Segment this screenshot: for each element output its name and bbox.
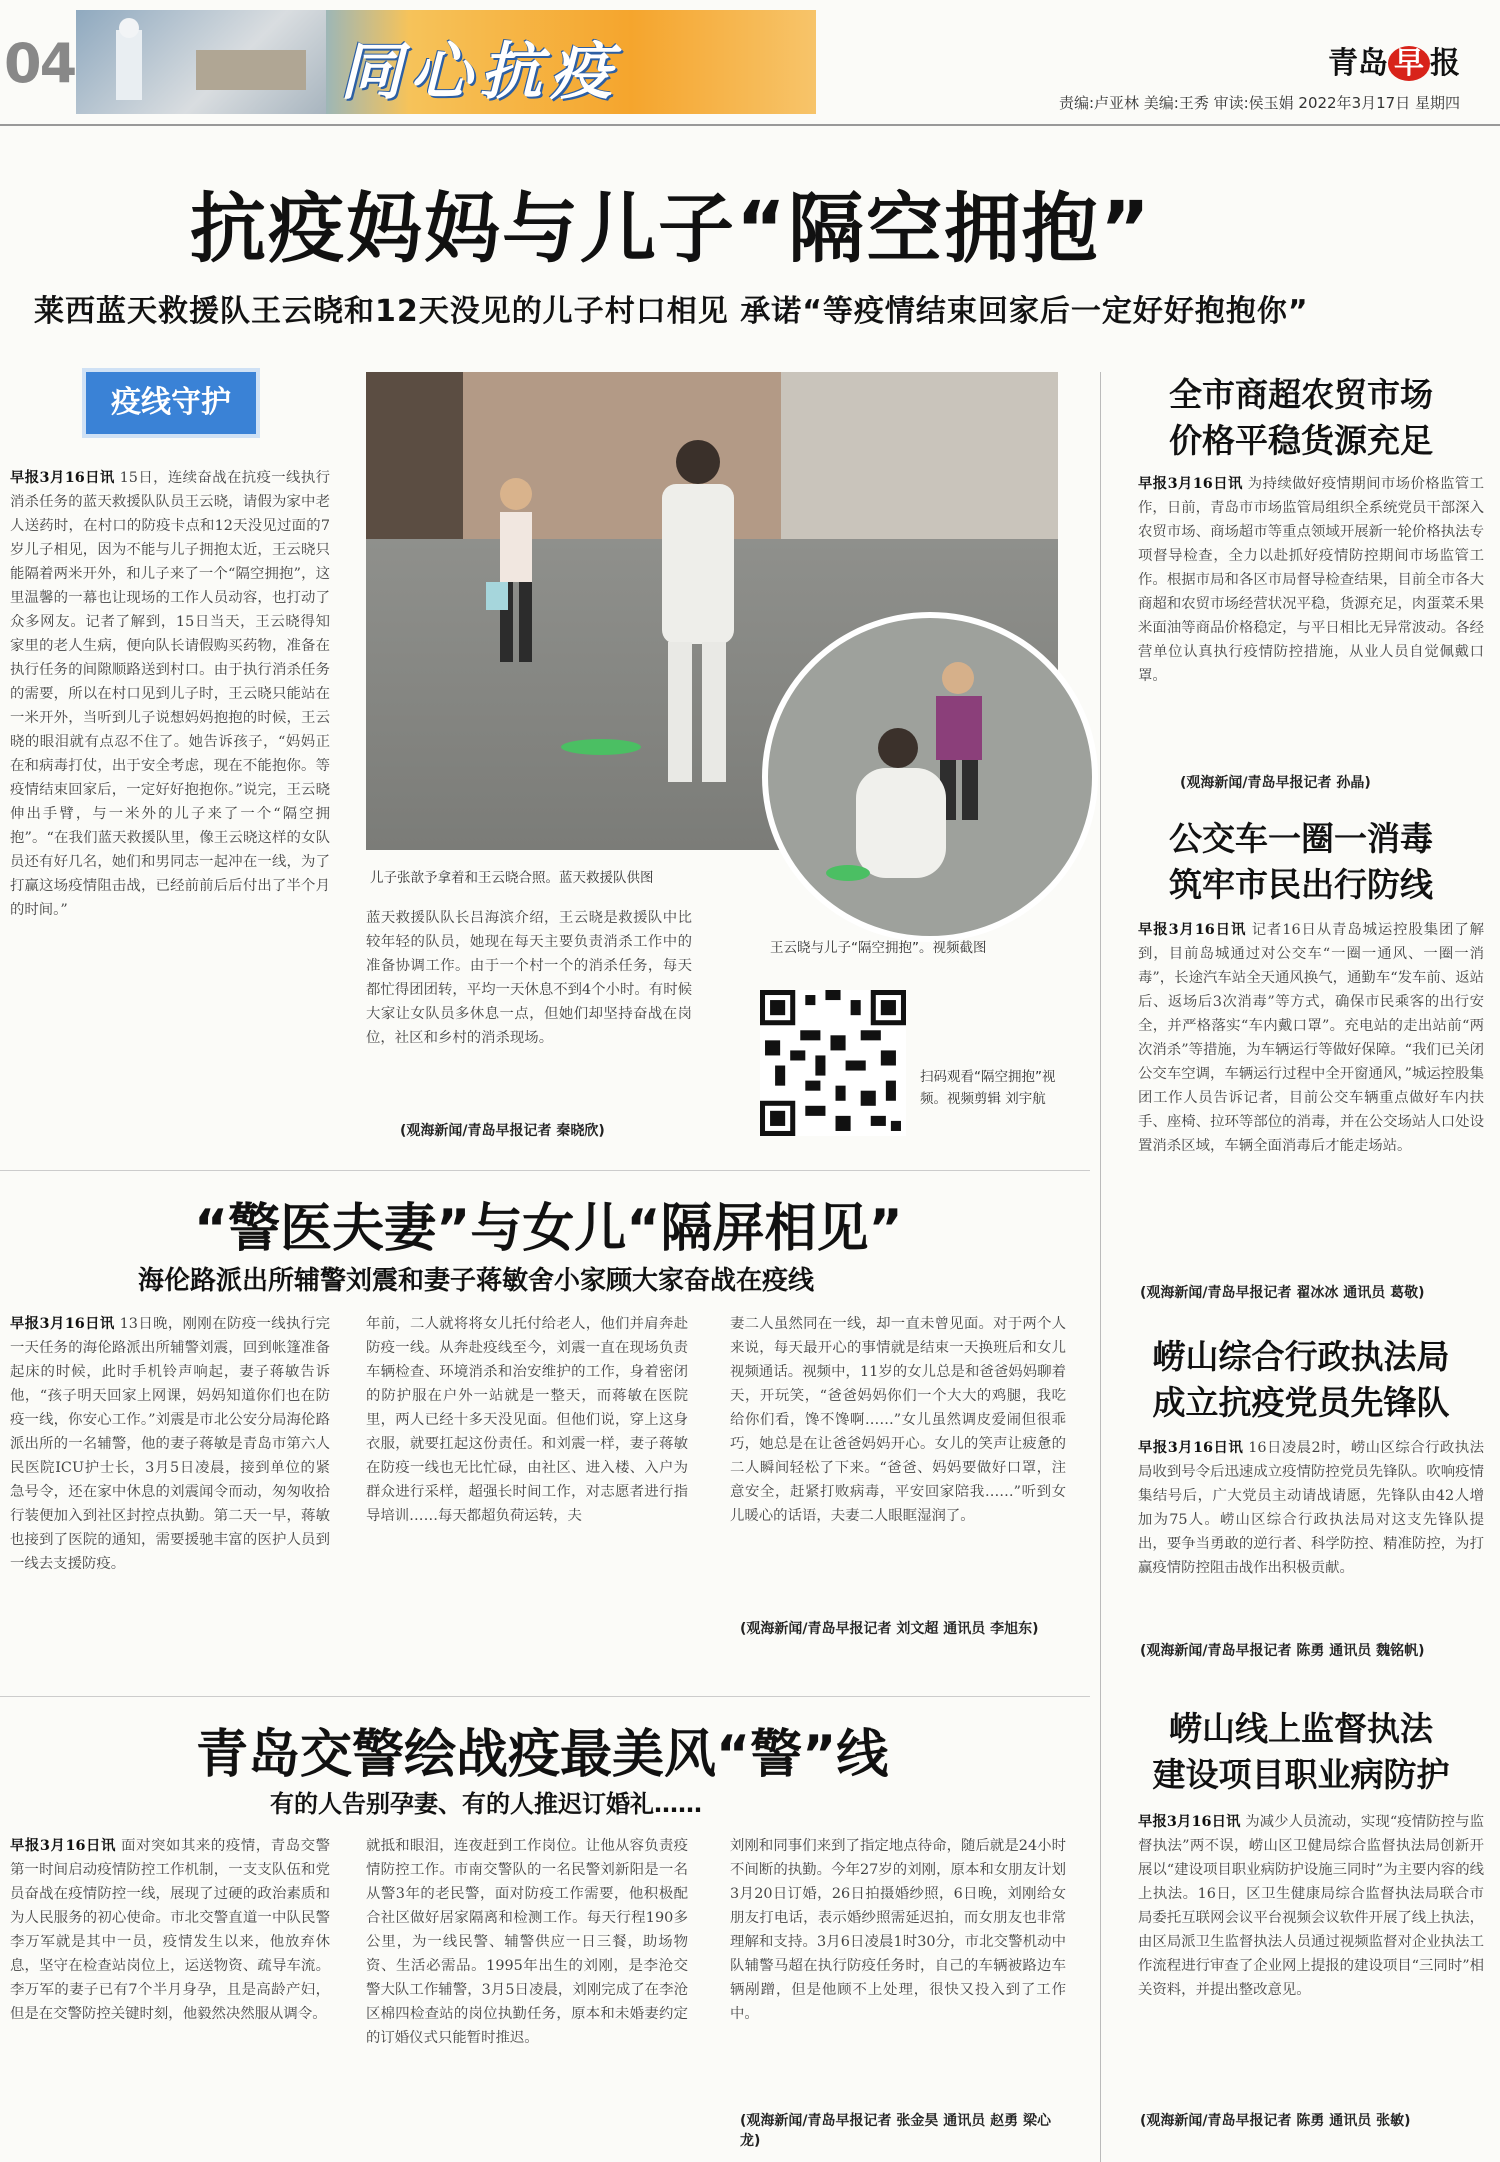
story3-subheadline: 有的人告别孕妻、有的人推迟订婚礼…… (270, 1790, 702, 1818)
issue-meta: 责编:卢亚林 美编:王秀 审读:侯玉娟 2022年3月17日 星期四 (1058, 94, 1460, 112)
story3-col2-text: 就抵和眼泪，连夜赶到工作岗位。让他从容负责疫情防控工作。市南交警队的一名民警刘新阳是一名从警3年的老民警，面对防疫工作需要，他积极配合社区做好居家隔离和检测工作。每天行程190多公里，为一线民警、辅警供应一日三餐，助场物资、生活必需品。1995年出生的刘刚，是李沧交警大队工作辅警，3月5日凌晨，刘刚完成了在李沧区棉四检查站的岗位执勤任务，原本和未婚妻约定的订婚仪式只能暂时推迟。 (366, 1838, 688, 2046)
story3-col2 (366, 1834, 688, 2156)
newspaper-logo (1328, 38, 1460, 82)
story3-headline: 青岛交警绘战疫最美风“警”线 (196, 1725, 889, 1785)
sidebar-3-title-line2: 成立抗疫党员先锋队 (1152, 1383, 1450, 1422)
story2-dateline: 早报3月16日讯 (10, 1315, 115, 1332)
sidebar-2-title-line2: 筑牢市民出行防线 (1169, 865, 1433, 904)
story2-col3 (730, 1312, 1066, 1612)
sidebar-4-title (1118, 1706, 1484, 1798)
lead-subheadline: 莱西蓝天救援队王云晓和12天没见的儿子村口相见 承诺“等疫情结束回家后一定好好抱抱你” (34, 294, 1309, 329)
story3-col1-text: 面对突如其来的疫情，青岛交警第一时间启动疫情防控工作机制，一支支队伍和党员奋战在疫情防控一线，展现了过硬的政治素质和为人民服务的初心使命。市北交警直道一中队民警李万军就是其中一员，疫情发生以来，他放弃休息，坚守在检查站岗位上，运送物资、疏导车流。李万军的妻子已有7个半月身孕，且是高龄产妇，但是在交警防控关键时刻，他毅然决然服从调令。 (10, 1838, 330, 2022)
photo-child-figure (486, 472, 546, 672)
sidebar-1-title-line2: 价格平稳货源充足 (1169, 421, 1433, 460)
sidebar-2-text: 记者16日从青岛城运控股集团了解到，目前岛城通过对公交车“一圈一通风、一圈一消毒”，长途汽车站全天通风换气，通勤车“发车前、返站后、返场后3次消毒”等方式，确保市民乘客的出行安全，并严格落实“车内戴口罩”。充电站的走出站前“两次消杀”等措施，为车辆运行等做好保障。“我们已关闭公交车空调，车辆运行过程中全开窗通风，”城运控股集团工作人员告诉记者，目前公交车辆重点做好车内扶手、座椅、拉环等部位的消毒，并在公交场站人口处设置消杀区域，车辆全面消毒后才能走场站。 (1138, 922, 1484, 1154)
photo-debris (556, 732, 646, 762)
inset-photo-circle (762, 612, 1098, 942)
story2-col1 (10, 1312, 330, 1664)
lead-col1-text: 15日，连续奋战在抗疫一线执行消杀任务的蓝天救援队队员王云晓，请假为家中老人送药时，在村口的防疫卡点和12天没见过面的7岁儿子相见，因为不能与儿子拥抱太近，王云晓只能隔着两米开外，和儿子来了一个“隔空拥抱”，这里温馨的一幕也让现场的工作人员动容，也打动了众多网友。记者了解到，15日当天，王云晓得知家里的老人生病，便向队长请假购买药物，准备在执行任务的间隙顺路送到村口。由于执行消杀任务的需要，所以在村口见到儿子时，王云晓只能站在一米开外，当听到儿子说想妈妈抱抱的时候，王云晓的眼泪就有点忍不住了。她告诉孩子，“妈妈正在和病毒打仗，出于安全考虑，现在不能抱你。等疫情结束回家后，一定好好抱抱你。”说完，王云晓伸出手臂，与一米外的儿子来了一个“隔空拥抱”。“在我们蓝天救援队里，像王云晓这样的女队员还有好几名，她们和男同志一起冲在一线，为了打赢这场疫情阻击战，已经前前后后付出了半个月的时间。” (10, 470, 330, 918)
photo-mother-figure (636, 432, 756, 792)
lead-headline: 抗疫妈妈与儿子“隔空拥抱” (190, 184, 1152, 273)
story2-col2 (366, 1312, 688, 1664)
inset-photo-figures (768, 618, 1092, 936)
story2-col1-text: 13日晚，刚刚在防疫一线执行完一天任务的海伦路派出所辅警刘震，回到帐篷准备起床的时候，此时手机铃声响起，妻子蒋敏告诉他，“孩子明天回家上网课，妈妈知道你们也在防疫一线，你安心工作。”刘震是市北公安分局海伦路派出所的一名辅警，他的妻子蒋敏是青岛市第六人民医院ICU护士长，3月5日凌晨，接到单位的紧急号令，还在家中休息的刘震闻令而动，匆匆收拾行装便加入到社区封控点执勤。第二天一早，蒋敏也接到了医院的通知，需要援驰丰富的医护人员到一线去支援防疫。 (10, 1316, 330, 1572)
story3-col3 (730, 1834, 1066, 2094)
lead-col2 (366, 906, 692, 1156)
story3-col1 (10, 1834, 330, 2156)
page-number: 04 (4, 32, 76, 95)
sidebar-4-dateline: 早报3月16日讯 (1138, 1813, 1241, 1830)
banner-photo-figure (76, 10, 326, 114)
lead-col1 (10, 466, 330, 1146)
sidebar-2-title (1118, 816, 1484, 908)
story2-byline: (观海新闻/青岛早报记者 刘文超 通讯员 李旭东) (740, 1621, 1039, 1637)
story2-headline: “警医夫妻”与女儿“隔屏相见” (194, 1199, 903, 1259)
photo-caption: 儿子张歆予拿着和王云晓合照。蓝天救援队供图 (370, 870, 654, 886)
sidebar-1-title-line1: 全市商超农贸市场 (1169, 375, 1433, 414)
story3-byline: (观海新闻/青岛早报记者 张金昊 通讯员 赵勇 梁心龙) (740, 2113, 1052, 2149)
sidebar-3-title-line1: 崂山综合行政执法局 (1152, 1337, 1450, 1376)
lead-byline: (观海新闻/青岛早报记者 秦晓欣) (400, 1123, 605, 1139)
banner-photo (76, 10, 326, 114)
sidebar-2-dateline: 早报3月16日讯 (1138, 921, 1247, 938)
story2-divider (0, 1170, 1090, 1171)
sidebar-3-body (1138, 1436, 1484, 1632)
sidebar-4-title-line1: 崂山线上监督执法 (1169, 1709, 1433, 1748)
sidebar-3-text: 16日凌晨2时，崂山区综合行政执法局收到号令后迅速成立疫情防控党员先锋队。吹响疫情集结号后，广大党员主动请战请愿，先锋队由42人增加为75人。崂山区综合行政执法局对这支先锋队提出，要争当勇敢的逆行者、科学防控、精准防控，为打赢疫情防控阻击战作出积极贡献。 (1138, 1440, 1484, 1576)
story3-divider (0, 1696, 1090, 1697)
lead-dateline: 早报3月16日讯 (10, 469, 115, 486)
sidebar-1-body (1138, 472, 1484, 768)
sidebar-1-byline: (观海新闻/青岛早报记者 孙晶) (1180, 775, 1371, 791)
section-title: 同心抗疫 (340, 35, 621, 108)
story3-dateline: 早报3月16日讯 (10, 1837, 116, 1854)
qr-caption: 扫码观看“隔空拥抱”视频。视频剪辑 刘宇航 (920, 1069, 1056, 1107)
logo-text-b: 早 (1388, 46, 1430, 81)
sidebar-3-byline: (观海新闻/青岛早报记者 陈勇 通讯员 魏铭帆) (1140, 1643, 1425, 1659)
sidebar-4-text: 为减少人员流动，实现“疫情防控与监督执法”两不误，崂山区卫健局综合监督执法局创新开展以“建设项目职业病防护设施三同时”为主要内容的线上执法。16日，区卫生健康局综合监督执法局联合市局委托互联网会议平台视频会议软件开展了线上执法，由区局派卫生监督执法人员通过视频监督对企业执法工作流程进行审查了企业网上提报的建设项目“三同时”相关资料，并提出整改意见。 (1138, 1814, 1484, 1998)
story3-col3-text: 刘刚和同事们来到了指定地点待命，随后就是24小时不间断的执勤。今年27岁的刘刚，原本和女朋友计划3月20日订婚，26日拍摄婚纱照，6日晚，刘刚给女朋友打电话，表示婚纱照需延迟拍，而女朋友也非常理解和支持。3月6日凌晨1时30分，市北交警机动中队辅警马超在执行防疫任务时，自己的车辆被路边车辆剐蹭，但是他顾不上处理，很快又投入到了工作中。 (730, 1838, 1066, 2022)
sidebar-4-byline: (观海新闻/青岛早报记者 陈勇 通讯员 张敏) (1140, 2113, 1411, 2129)
sidebar-1-dateline: 早报3月16日讯 (1138, 475, 1243, 492)
sidebar-4-body (1138, 1810, 1484, 2100)
sidebar-3-dateline: 早报3月16日讯 (1138, 1439, 1244, 1456)
sidebar-4-title-line2: 建设项目职业病防护 (1152, 1755, 1450, 1794)
sidebar-2-body (1138, 918, 1484, 1278)
lead-col2-text: 蓝天救援队队长吕海滨介绍，王云晓是救援队中比较年轻的队员，她现在每天主要负责消杀工作中的准备协调工作。由于一个村一个的消杀任务，每天都忙得团团转，平均一天休息不到4个小时。有时候大家让女队员多休息一点，但她们却坚持奋战在岗位，社区和乡村的消杀现场。 (366, 910, 692, 1046)
inset-caption: 王云晓与儿子“隔空拥抱”。视频截图 (770, 940, 987, 956)
story2-subheadline: 海伦路派出所辅警刘震和妻子蒋敏舍小家顾大家奋战在疫线 (138, 1266, 815, 1296)
sidebar-3-title (1118, 1334, 1484, 1426)
sidebar-1-text: 为持续做好疫情期间市场价格监管工作，日前，青岛市市场监管局组织全系统党员干部深入农贸市场、商场超市等重点领域开展新一轮价格执法专项督导检查，全力以赴抓好疫情防控期间市场监管工作。根据市局和各区市局督导检查结果，目前全市各大商超和农贸市场经营状况平稳，货源充足，肉蛋菜禾果米面油等商品价格稳定，与平日相比无异常波动。各经营单位认真执行疫情防控措施，从业人员自觉佩戴口罩。 (1138, 476, 1484, 684)
qr-code[interactable] (760, 990, 906, 1136)
column-tag: 疫线守护 (86, 372, 256, 434)
sidebar-2-title-line1: 公交车一圈一消毒 (1169, 819, 1433, 858)
story2-col2-text: 年前，二人就将将女儿托付给老人，他们并肩奔赴防疫一线。从奔赴疫线至今，刘震一直在现场负责车辆检查、环境消杀和治安维护的工作，身着密闭的防护服在户外一站就是一整天，而蒋敏在医院里，两人已经十多天没见面。但他们说，穿上这身衣服，就要扛起这份责任。和刘震一样，妻子蒋敏在防疫一线也无比忙碌，由社区、进入楼、入户为群众进行采样，超强长时间工作，对志愿者进行指导培训……每天都超负荷运转，夫 (366, 1316, 688, 1524)
story2-col3-text: 妻二人虽然同在一线，却一直未曾见面。对于两个人来说，每天最开心的事情就是结束一天换班后和女儿视频通话。视频中，11岁的女儿总是和爸爸妈妈聊着天，开玩笑，“爸爸妈妈你们一个大大的鸡腿，我吃给你们看，馋不馋啊……”女儿虽然调皮爱闹但很乖巧，她总是在让爸爸妈妈开心。女儿的笑声让疲惫的二人瞬间轻松了下来。“爸爸、妈妈要做好口罩，注意安全，赶紧打败病毒，平安回家陪我……”听到女儿暖心的话语，夫妻二人眼眶湿润了。 (730, 1316, 1066, 1524)
logo-text-a: 青岛 (1328, 46, 1388, 81)
sidebar-1-title (1118, 372, 1484, 464)
header-divider (0, 124, 1500, 126)
column-divider (1100, 372, 1101, 2162)
sidebar-2-byline: (观海新闻/青岛早报记者 翟冰冰 通讯员 葛敬) (1140, 1285, 1425, 1301)
logo-text-c: 报 (1430, 46, 1460, 81)
